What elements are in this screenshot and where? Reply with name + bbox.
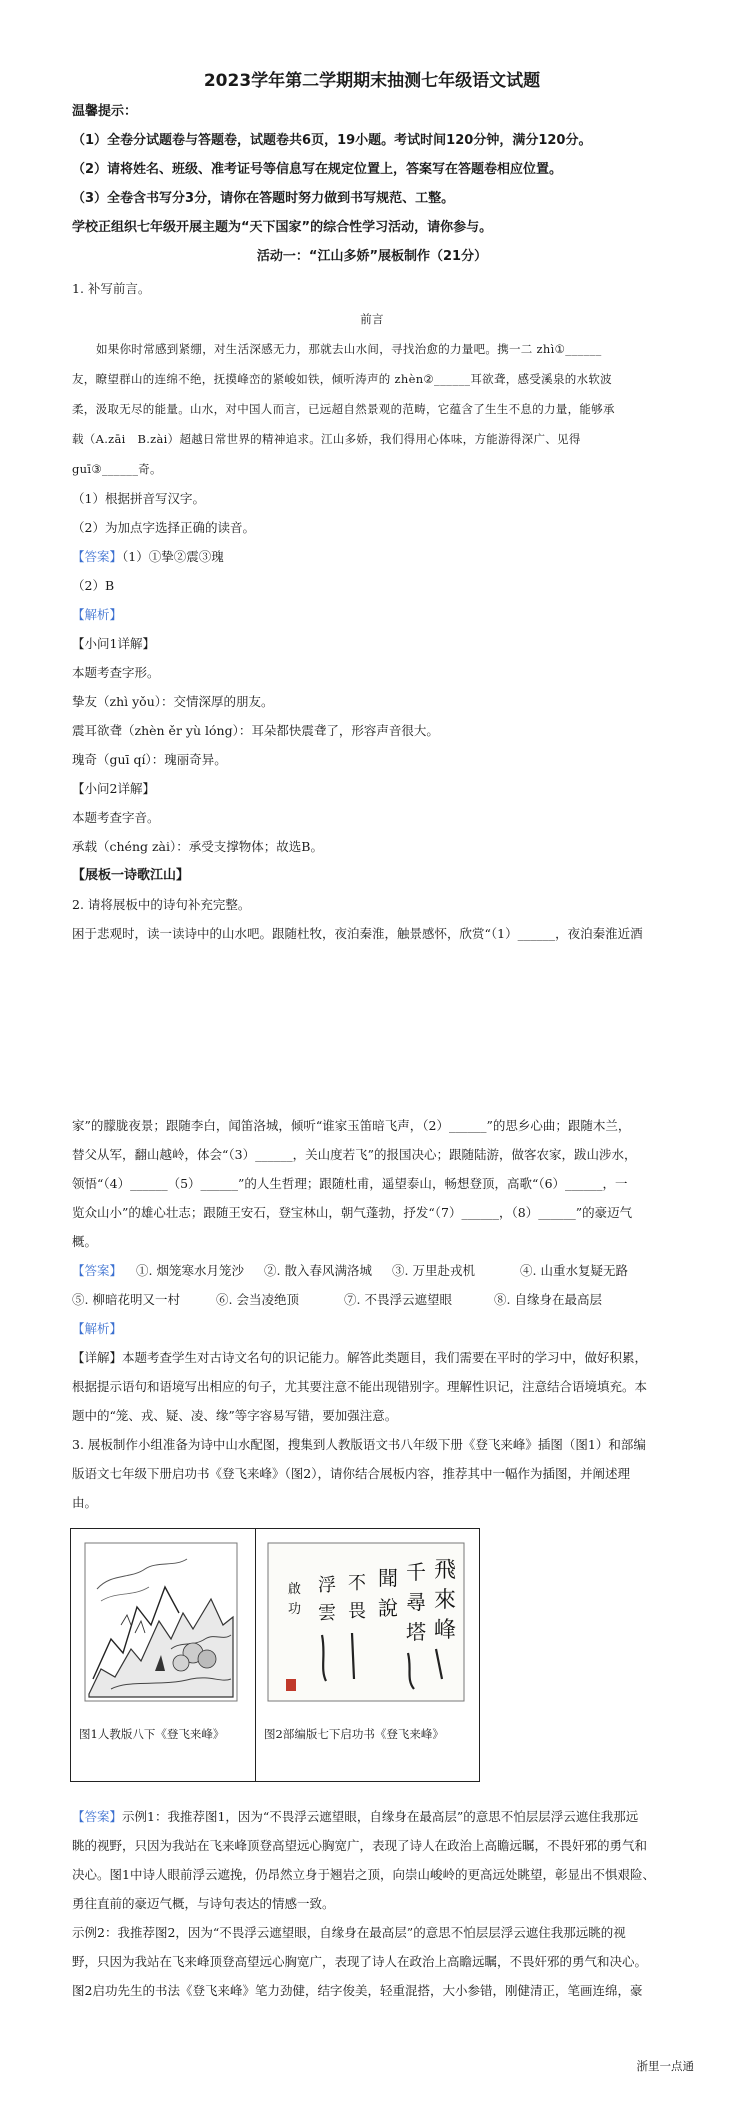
- svg-text:來: 來: [434, 1588, 457, 1613]
- answer-tag: 【答案】: [72, 1809, 123, 1824]
- svg-text:千: 千: [406, 1560, 426, 1584]
- tips-heading: 温馨提示：: [72, 104, 138, 119]
- answer-line: 示例2：我推荐图2，因为“不畏浮云遮望眼，自缘身在最高层”的意思不怕层层浮云遮住我那远眺的视: [72, 1925, 626, 1940]
- answer-item: ⑧. 自缘身在最高层: [494, 1292, 602, 1307]
- figure-1-cell: [71, 1529, 256, 1781]
- tip-3: （3）全卷含书写分3分，请你在答题时努力做到书写规范、工整。: [72, 191, 455, 206]
- svg-text:畏: 畏: [348, 1601, 366, 1622]
- answer-text: （1）①挚②震③瑰: [122, 549, 224, 564]
- q2-line: 概。: [72, 1234, 98, 1249]
- q1-sub-1: （1）根据拼音写汉字。: [72, 491, 205, 506]
- answer-item: ⑦. 不畏浮云遮望眼: [344, 1292, 452, 1307]
- q3-stem: 由。: [72, 1495, 98, 1510]
- q1-sub-2: （2）为加点字选择正确的读音。: [72, 520, 255, 535]
- svg-text:說: 說: [378, 1596, 398, 1620]
- analysis-line: 【小问2详解】: [72, 781, 155, 796]
- answer-text: （2）B: [72, 578, 115, 593]
- svg-text:聞: 聞: [378, 1566, 398, 1590]
- answer-line: 眺的视野，只因为我站在飞来峰顶登高望远心胸宽广，表现了诗人在政治上高瞻远瞩，不畏奸邪的勇气和: [72, 1838, 648, 1853]
- analysis-line: 震耳欲聋（zhèn ěr yù lóng）：耳朵都快震聋了，形容声音很大。: [72, 723, 439, 738]
- svg-text:不: 不: [348, 1573, 366, 1594]
- svg-text:浮: 浮: [318, 1575, 336, 1596]
- svg-text:雲: 雲: [318, 1603, 336, 1624]
- q2-line: 困于悲观时，读一读诗中的山水吧。跟随杜牧，夜泊秦淮，触景感怀，欣赏“（1）______，夜泊秦淮近酒: [72, 926, 643, 941]
- q3-stem: 版语文七年级下册启功书《登飞来峰》（图2），请你结合展板内容，推荐其中一幅作为插图，并阐述理: [72, 1466, 630, 1481]
- q2-answer-row: [72, 1291, 692, 1309]
- analysis-line: 根据提示语句和语境写出相应的句子，尤其要注意不能出现错别字。理解性识记，注意结合语境填充。本: [72, 1379, 648, 1394]
- mountain-illustration: [71, 1529, 255, 1714]
- tip-1: （1）全卷分试题卷与答题卷，试题卷共6页，19小题。考试时间120分钟，满分120分。: [72, 133, 592, 148]
- analysis-line: 瑰奇（guī qí）：瑰丽奇异。: [72, 752, 227, 767]
- figure-2-caption: 图2部编版七下启功书《登飞来峰》: [264, 1727, 444, 1741]
- q3-stem: 3. 展板制作小组准备为诗中山水配图，搜集到人教版语文书八年级下册《登飞来峰》插图（图1）和部编: [72, 1437, 646, 1452]
- answer-text: 示例1：我推荐图1，因为“不畏浮云遮望眼，自缘身在最高层”的意思不怕层层浮云遮住我那远: [122, 1809, 639, 1824]
- svg-text:飛: 飛: [434, 1558, 457, 1583]
- preface-line: guī③______奇。: [72, 462, 162, 476]
- q2-line: 替父从军，翻山越岭，体会“（3）______，关山度若飞”的报国决心；跟随陆游，做客农家，跋山涉水，: [72, 1147, 637, 1162]
- answer-line: 野，只因为我站在飞来峰顶登高望远心胸宽广，表现了诗人在政治上高瞻远瞩，不畏奸邪的勇气和决心。: [72, 1954, 648, 1969]
- q1-stem: 1. 补写前言。: [72, 281, 151, 296]
- footer-brand: 浙里一点通: [636, 2059, 694, 2073]
- svg-text:啟: 啟: [288, 1582, 302, 1597]
- analysis-line: 【详解】本题考查学生对古诗文名句的识记能力。解答此类题目，我们需要在平时的学习中，做好积累，: [72, 1350, 648, 1365]
- answer-item: ⑥. 会当凌绝顶: [216, 1292, 299, 1307]
- svg-text:尋: 尋: [406, 1590, 426, 1614]
- analysis-line: 题中的“笼、戎、疑、凌、缘”等字容易写错，要加强注意。: [72, 1408, 398, 1423]
- q2-line: 家”的朦胧夜景；跟随李白，闻笛洛城，倾听“谁家玉笛暗飞声，（2）______”的思乡心曲；跟随木兰，: [72, 1118, 631, 1133]
- answer-tag: 【答案】: [72, 549, 123, 564]
- analysis-tag: 【解析】: [72, 1321, 123, 1336]
- answer-item: ④. 山重水复疑无路: [520, 1263, 628, 1278]
- analysis-line: 承载（chéng zài）：承受支撑物体；故选B。: [72, 839, 323, 854]
- answer-item: ①. 烟笼寒水月笼沙: [136, 1263, 244, 1278]
- q2-line: 览众山小”的雄心壮志；跟随王安石，登宝林山，朝气蓬勃，抒发“（7）______，（8）______”的豪迈气: [72, 1205, 633, 1220]
- q2-answer-row: [72, 1262, 692, 1280]
- answer-line: 决心。图1中诗人眼前浮云遮挽，仍昂然立身于翘岩之顶，向崇山峻岭的更高远处眺望，彰显出不惧艰险、: [72, 1867, 655, 1882]
- analysis-line: 本题考查字形。: [72, 665, 160, 680]
- analysis-tag: 【解析】: [72, 607, 123, 622]
- figure-1-caption: 图1人教版八下《登飞来峰》: [79, 1727, 225, 1741]
- q2-stem: 2. 请将展板中的诗句补充完整。: [72, 897, 251, 912]
- answer-item: ⑤. 柳暗花明又一村: [72, 1292, 180, 1307]
- answer-item: ③. 万里赴戎机: [392, 1263, 475, 1278]
- svg-text:功: 功: [288, 1602, 302, 1617]
- svg-text:塔: 塔: [406, 1620, 426, 1644]
- answer-tag: 【答案】: [72, 1263, 123, 1278]
- intro-text: 学校正组织七年级开展主题为“天下国家”的综合性学习活动，请你参与。: [72, 220, 493, 235]
- preface-title: 前言: [360, 312, 384, 326]
- answer-line: 图2启功先生的书法《登飞来峰》笔力劲健，结字俊美，轻重混搭，大小参错，刚健清正，笔画连绵，豪: [72, 1983, 643, 1998]
- page-title: 2023学年第二学期期末抽测七年级语文试题: [203, 71, 541, 91]
- analysis-line: 本题考查字音。: [72, 810, 160, 825]
- preface-line: 柔，汲取无尽的能量。山水，对中国人而言，已远超自然景观的范畴，它蕴含了生生不息的力量，能够承: [72, 402, 615, 416]
- q3-answer-row: [72, 1808, 692, 1826]
- svg-text:峰: 峰: [434, 1618, 457, 1643]
- figure-2-cell: [256, 1529, 478, 1781]
- preface-line: 如果你时常感到紧绷，对生活深感无力，那就去山水间，寻找治愈的力量吧。携一二 zhì①______: [96, 342, 602, 356]
- figure-table: [70, 1528, 480, 1782]
- preface-line: 友，瞭望群山的连绵不绝，抚摸峰峦的紧峻如铁，倾听涛声的 zhèn②______耳欲聋，感受溪泉的水软波: [72, 372, 612, 386]
- answer-line: 勇往直前的豪迈气概，与诗句表达的情感一致。: [72, 1896, 335, 1911]
- analysis-line: 【小问1详解】: [72, 636, 155, 651]
- preface-line: 载（A.zāi B.zài）超越日常世界的精神追求。江山多娇，我们得用心体味，方能游得深广、见得: [72, 432, 581, 446]
- panel-1-title: 【展板一诗歌江山】: [72, 868, 190, 883]
- tip-2: （2）请将姓名、班级、准考证号等信息写在规定位置上，答案写在答题卷相应位置。: [72, 162, 563, 177]
- calligraphy-illustration: [256, 1529, 478, 1714]
- q1-answer-row: [72, 548, 692, 566]
- answer-item: ②. 散入春风满洛城: [264, 1263, 372, 1278]
- q2-line: 领悟“（4）______（5）______”的人生哲理；跟随杜甫，遥望泰山，畅想登顶，高歌“（6）______，一: [72, 1176, 628, 1191]
- analysis-line: 挚友（zhì yǒu）：交情深厚的朋友。: [72, 694, 274, 709]
- activity-1-title: 活动一：“江山多娇”展板制作（21分）: [256, 249, 488, 264]
